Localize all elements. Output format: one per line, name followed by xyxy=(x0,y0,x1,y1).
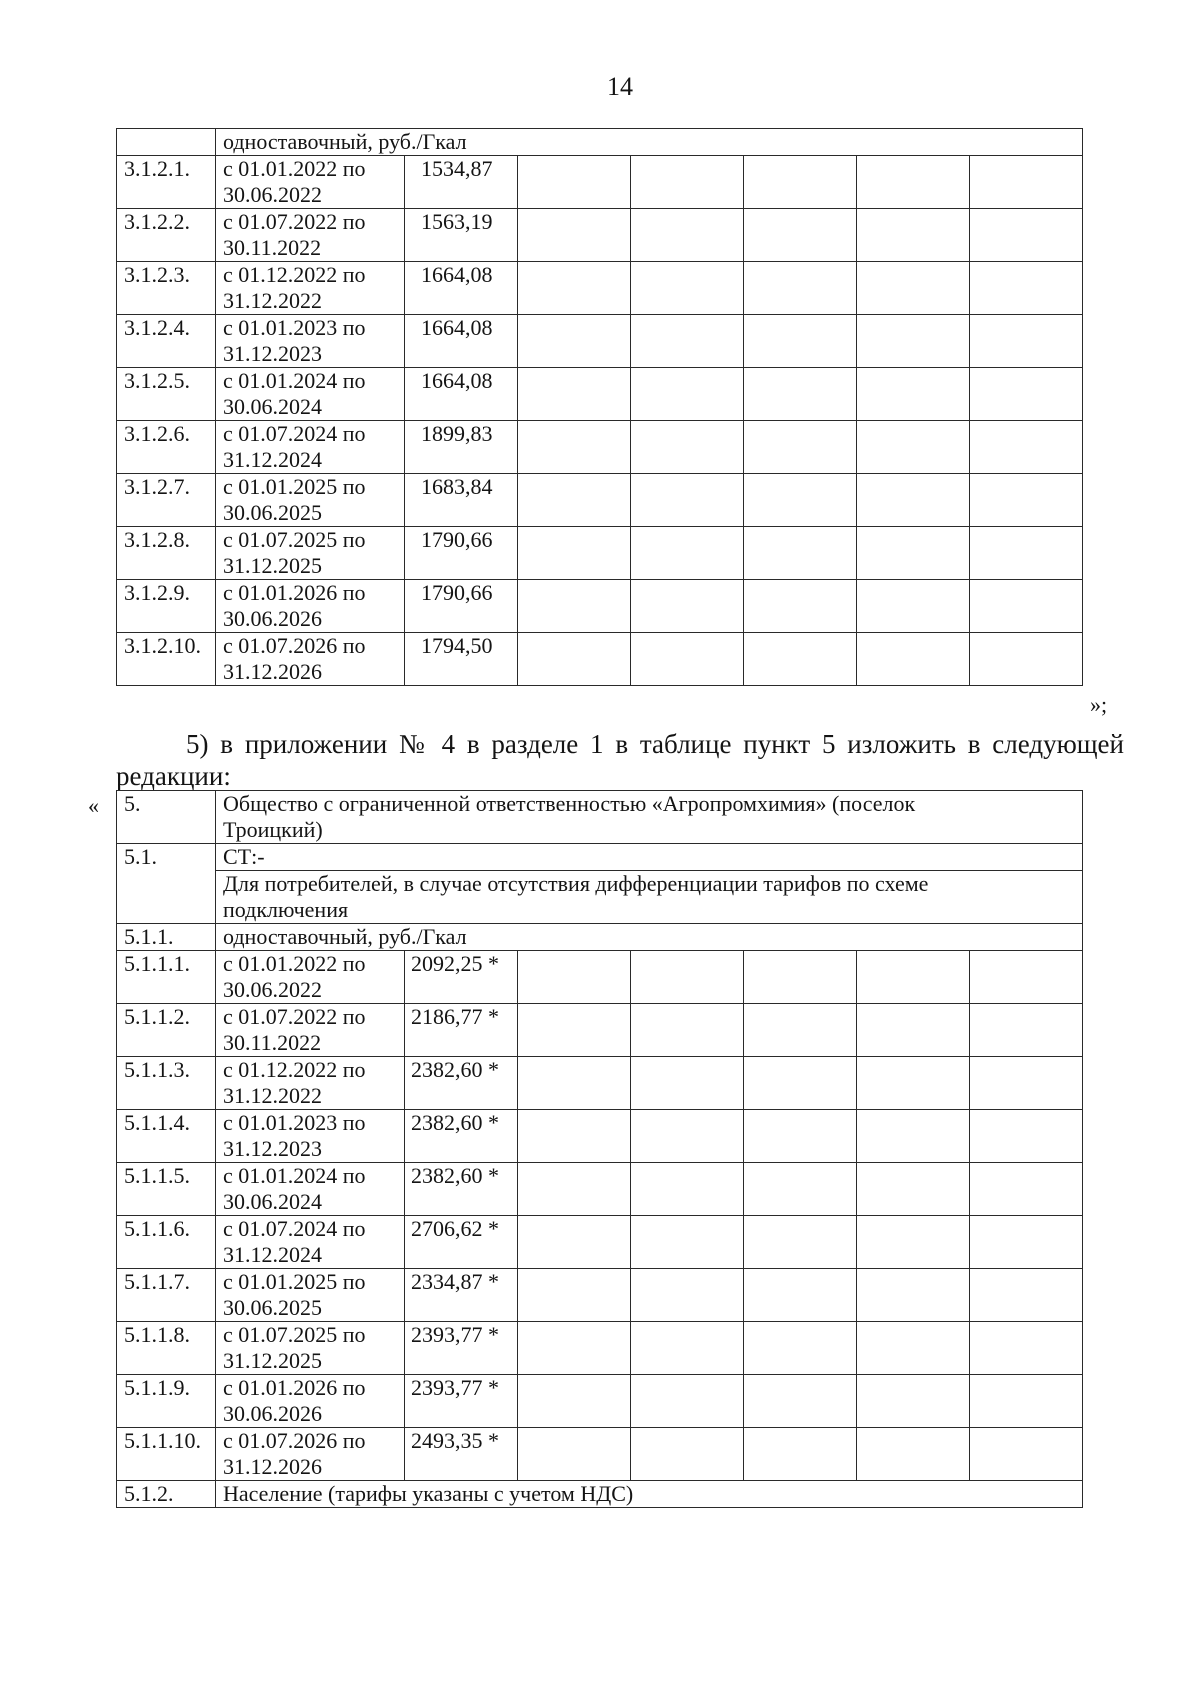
empty-cell xyxy=(857,368,970,421)
period-cell: с 01.01.2022 по 30.06.2022 xyxy=(216,951,405,1004)
empty-cell xyxy=(744,368,857,421)
table-row xyxy=(117,1375,1083,1428)
period-cell: с 01.07.2025 по 31.12.2025 xyxy=(216,1322,405,1375)
period-cell: с 01.01.2024 по 30.06.2024 xyxy=(216,1163,405,1216)
row-number: 3.1.2.9. xyxy=(117,580,216,633)
empty-cell xyxy=(857,262,970,315)
empty-cell xyxy=(518,1216,631,1269)
empty-cell xyxy=(857,1269,970,1322)
empty-cell xyxy=(857,527,970,580)
empty-cell xyxy=(518,421,631,474)
empty-cell xyxy=(857,1163,970,1216)
empty-cell xyxy=(970,1004,1083,1057)
empty-cell xyxy=(518,1163,631,1216)
row-number: 3.1.2.8. xyxy=(117,527,216,580)
row-number: 5.1. xyxy=(117,844,216,924)
row-number: 3.1.2.10. xyxy=(117,633,216,686)
table-row xyxy=(117,209,1083,262)
empty-cell xyxy=(970,209,1083,262)
period-cell: с 01.01.2026 по 30.06.2026 xyxy=(216,580,405,633)
table-row xyxy=(117,1110,1083,1163)
empty-cell xyxy=(857,1110,970,1163)
empty-cell xyxy=(857,156,970,209)
tariff-value: 2186,77 * xyxy=(405,1004,518,1057)
empty-cell xyxy=(970,1216,1083,1269)
tariff-value: 2706,62 * xyxy=(405,1216,518,1269)
period-cell: с 01.07.2024 по 31.12.2024 xyxy=(216,421,405,474)
empty-cell xyxy=(744,1216,857,1269)
table-row xyxy=(117,156,1083,209)
table-row xyxy=(117,474,1083,527)
opening-quote: « xyxy=(88,793,99,818)
empty-cell xyxy=(970,633,1083,686)
table-row xyxy=(117,1428,1083,1481)
row-number: 5.1.1.6. xyxy=(117,1216,216,1269)
empty-cell xyxy=(518,209,631,262)
row-number: 5.1.1.10. xyxy=(117,1428,216,1481)
empty-cell xyxy=(631,1428,744,1481)
row-number: 5.1.1.9. xyxy=(117,1375,216,1428)
tariff-value: 1563,19 xyxy=(405,209,518,262)
tariff-table-agropromkhimiya xyxy=(116,790,1083,1508)
empty-cell xyxy=(970,527,1083,580)
empty-cell xyxy=(631,1110,744,1163)
empty-cell xyxy=(857,580,970,633)
empty-cell xyxy=(631,1163,744,1216)
empty-cell xyxy=(744,580,857,633)
empty-cell xyxy=(857,315,970,368)
table-row xyxy=(117,1004,1083,1057)
table-cell xyxy=(117,129,216,156)
tariff-value: 2382,60 * xyxy=(405,1163,518,1216)
row-number: 3.1.2.1. xyxy=(117,156,216,209)
empty-cell xyxy=(744,315,857,368)
empty-cell xyxy=(970,262,1083,315)
period-cell: с 01.01.2025 по 30.06.2025 xyxy=(216,474,405,527)
empty-cell xyxy=(744,1428,857,1481)
empty-cell xyxy=(518,1004,631,1057)
empty-cell xyxy=(970,421,1083,474)
empty-cell xyxy=(857,633,970,686)
tariff-value: 2493,35 * xyxy=(405,1428,518,1481)
empty-cell xyxy=(970,1057,1083,1110)
empty-cell xyxy=(631,1057,744,1110)
amendment-paragraph: 5) в приложении № 4 в разделе 1 в таблице пункт 5 изложить в следующей редакции: xyxy=(116,729,1124,791)
table-row xyxy=(117,951,1083,1004)
period-cell: с 01.01.2025 по 30.06.2025 xyxy=(216,1269,405,1322)
empty-cell xyxy=(631,474,744,527)
rate-type-label: одноставочный, руб./Гкал xyxy=(216,129,1083,156)
empty-cell xyxy=(518,1322,631,1375)
row-number: 3.1.2.4. xyxy=(117,315,216,368)
system-label: СТ:- xyxy=(216,844,1083,871)
empty-cell xyxy=(518,262,631,315)
tariff-value: 1899,83 xyxy=(405,421,518,474)
empty-cell xyxy=(857,421,970,474)
tariff-value: 2092,25 * xyxy=(405,951,518,1004)
table-row xyxy=(117,871,1083,924)
row-number: 5.1.1.1. xyxy=(117,951,216,1004)
tariff-value: 1664,08 xyxy=(405,262,518,315)
row-number: 5.1.1.8. xyxy=(117,1322,216,1375)
period-cell: с 01.01.2022 по 30.06.2022 xyxy=(216,156,405,209)
empty-cell xyxy=(970,951,1083,1004)
empty-cell xyxy=(631,368,744,421)
period-cell: с 01.12.2022 по 31.12.2022 xyxy=(216,1057,405,1110)
empty-cell xyxy=(857,209,970,262)
empty-cell xyxy=(857,1322,970,1375)
empty-cell xyxy=(631,633,744,686)
empty-cell xyxy=(970,474,1083,527)
empty-cell xyxy=(857,1375,970,1428)
empty-cell xyxy=(631,209,744,262)
empty-cell xyxy=(857,1216,970,1269)
empty-cell xyxy=(744,1269,857,1322)
empty-cell xyxy=(631,1269,744,1322)
row-number: 5.1.1.5. xyxy=(117,1163,216,1216)
row-number: 5. xyxy=(117,791,216,844)
table-row xyxy=(117,1163,1083,1216)
empty-cell xyxy=(518,951,631,1004)
tariff-value: 1664,08 xyxy=(405,315,518,368)
tariff-value: 1683,84 xyxy=(405,474,518,527)
row-number: 5.1.1.4. xyxy=(117,1110,216,1163)
empty-cell xyxy=(631,580,744,633)
table-row xyxy=(117,129,1083,156)
row-number: 3.1.2.5. xyxy=(117,368,216,421)
table-row xyxy=(117,844,1083,871)
period-cell: с 01.01.2023 по 31.12.2023 xyxy=(216,1110,405,1163)
empty-cell xyxy=(857,1057,970,1110)
empty-cell xyxy=(518,527,631,580)
empty-cell xyxy=(970,1428,1083,1481)
empty-cell xyxy=(518,1057,631,1110)
period-cell: с 01.12.2022 по 31.12.2022 xyxy=(216,262,405,315)
empty-cell xyxy=(744,1110,857,1163)
table-row xyxy=(117,1057,1083,1110)
table-row xyxy=(117,527,1083,580)
table-row xyxy=(117,580,1083,633)
period-cell: с 01.07.2022 по 30.11.2022 xyxy=(216,209,405,262)
empty-cell xyxy=(970,1322,1083,1375)
empty-cell xyxy=(857,474,970,527)
empty-cell xyxy=(744,1004,857,1057)
row-number: 3.1.2.7. xyxy=(117,474,216,527)
tariff-value: 1664,08 xyxy=(405,368,518,421)
tariff-value: 2382,60 * xyxy=(405,1110,518,1163)
row-number: 5.1.1. xyxy=(117,924,216,951)
population-label: Население (тарифы указаны с учетом НДС) xyxy=(216,1481,1083,1508)
empty-cell xyxy=(631,315,744,368)
tariff-value: 2334,87 * xyxy=(405,1269,518,1322)
tariff-value: 2393,77 * xyxy=(405,1322,518,1375)
table-row xyxy=(117,924,1083,951)
empty-cell xyxy=(970,1110,1083,1163)
table-row xyxy=(117,315,1083,368)
empty-cell xyxy=(518,368,631,421)
empty-cell xyxy=(518,1269,631,1322)
row-number: 5.1.1.3. xyxy=(117,1057,216,1110)
empty-cell xyxy=(518,315,631,368)
empty-cell xyxy=(857,1004,970,1057)
row-number: 5.1.1.7. xyxy=(117,1269,216,1322)
table-row xyxy=(117,633,1083,686)
empty-cell xyxy=(970,368,1083,421)
empty-cell xyxy=(518,1375,631,1428)
period-cell: с 01.07.2024 по 31.12.2024 xyxy=(216,1216,405,1269)
empty-cell xyxy=(631,262,744,315)
empty-cell xyxy=(744,1322,857,1375)
tariff-value: 2393,77 * xyxy=(405,1375,518,1428)
empty-cell xyxy=(970,580,1083,633)
empty-cell xyxy=(744,474,857,527)
row-number: 3.1.2.6. xyxy=(117,421,216,474)
closing-quote: »; xyxy=(1090,692,1108,717)
period-cell: с 01.07.2026 по 31.12.2026 xyxy=(216,1428,405,1481)
empty-cell xyxy=(631,156,744,209)
tariff-table-continued xyxy=(116,128,1083,686)
empty-cell xyxy=(631,1322,744,1375)
empty-cell xyxy=(857,1428,970,1481)
empty-cell xyxy=(631,527,744,580)
row-number: 3.1.2.3. xyxy=(117,262,216,315)
rate-type-label: одноставочный, руб./Гкал xyxy=(216,924,1083,951)
empty-cell xyxy=(518,580,631,633)
empty-cell xyxy=(631,1004,744,1057)
empty-cell xyxy=(518,156,631,209)
empty-cell xyxy=(970,156,1083,209)
empty-cell xyxy=(744,156,857,209)
row-number: 3.1.2.2. xyxy=(117,209,216,262)
organization-name: Общество с ограниченной ответственностью «Агропромхимия» (поселок Троицкий) xyxy=(216,791,1083,844)
empty-cell xyxy=(744,421,857,474)
tariff-value: 1534,87 xyxy=(405,156,518,209)
empty-cell xyxy=(744,1163,857,1216)
page-number: 14 xyxy=(607,72,633,101)
empty-cell xyxy=(744,1057,857,1110)
empty-cell xyxy=(744,1375,857,1428)
period-cell: с 01.07.2025 по 31.12.2025 xyxy=(216,527,405,580)
empty-cell xyxy=(970,315,1083,368)
empty-cell xyxy=(518,1428,631,1481)
tariff-value: 1790,66 xyxy=(405,580,518,633)
empty-cell xyxy=(970,1163,1083,1216)
table-row xyxy=(117,368,1083,421)
empty-cell xyxy=(518,474,631,527)
empty-cell xyxy=(970,1269,1083,1322)
table-row xyxy=(117,421,1083,474)
empty-cell xyxy=(744,209,857,262)
empty-cell xyxy=(744,633,857,686)
row-number: 5.1.1.2. xyxy=(117,1004,216,1057)
empty-cell xyxy=(631,421,744,474)
row-number: 5.1.2. xyxy=(117,1481,216,1508)
table-row xyxy=(117,1216,1083,1269)
table-row xyxy=(117,791,1083,844)
empty-cell xyxy=(857,951,970,1004)
tariff-value: 1790,66 xyxy=(405,527,518,580)
period-cell: с 01.01.2023 по 31.12.2023 xyxy=(216,315,405,368)
table-row xyxy=(117,1481,1083,1508)
empty-cell xyxy=(631,1375,744,1428)
tariff-value: 2382,60 * xyxy=(405,1057,518,1110)
consumer-group-label: Для потребителей, в случае отсутствия дифференциации тарифов по схеме подключения xyxy=(216,871,1083,924)
empty-cell xyxy=(970,1375,1083,1428)
empty-cell xyxy=(518,1110,631,1163)
tariff-value: 1794,50 xyxy=(405,633,518,686)
period-cell: с 01.01.2026 по 30.06.2026 xyxy=(216,1375,405,1428)
period-cell: с 01.01.2024 по 30.06.2024 xyxy=(216,368,405,421)
empty-cell xyxy=(631,951,744,1004)
empty-cell xyxy=(744,262,857,315)
empty-cell xyxy=(744,951,857,1004)
period-cell: с 01.07.2026 по 31.12.2026 xyxy=(216,633,405,686)
table-row xyxy=(117,1269,1083,1322)
table-row xyxy=(117,1322,1083,1375)
empty-cell xyxy=(631,1216,744,1269)
period-cell: с 01.07.2022 по 30.11.2022 xyxy=(216,1004,405,1057)
empty-cell xyxy=(744,527,857,580)
table-row xyxy=(117,262,1083,315)
empty-cell xyxy=(518,633,631,686)
